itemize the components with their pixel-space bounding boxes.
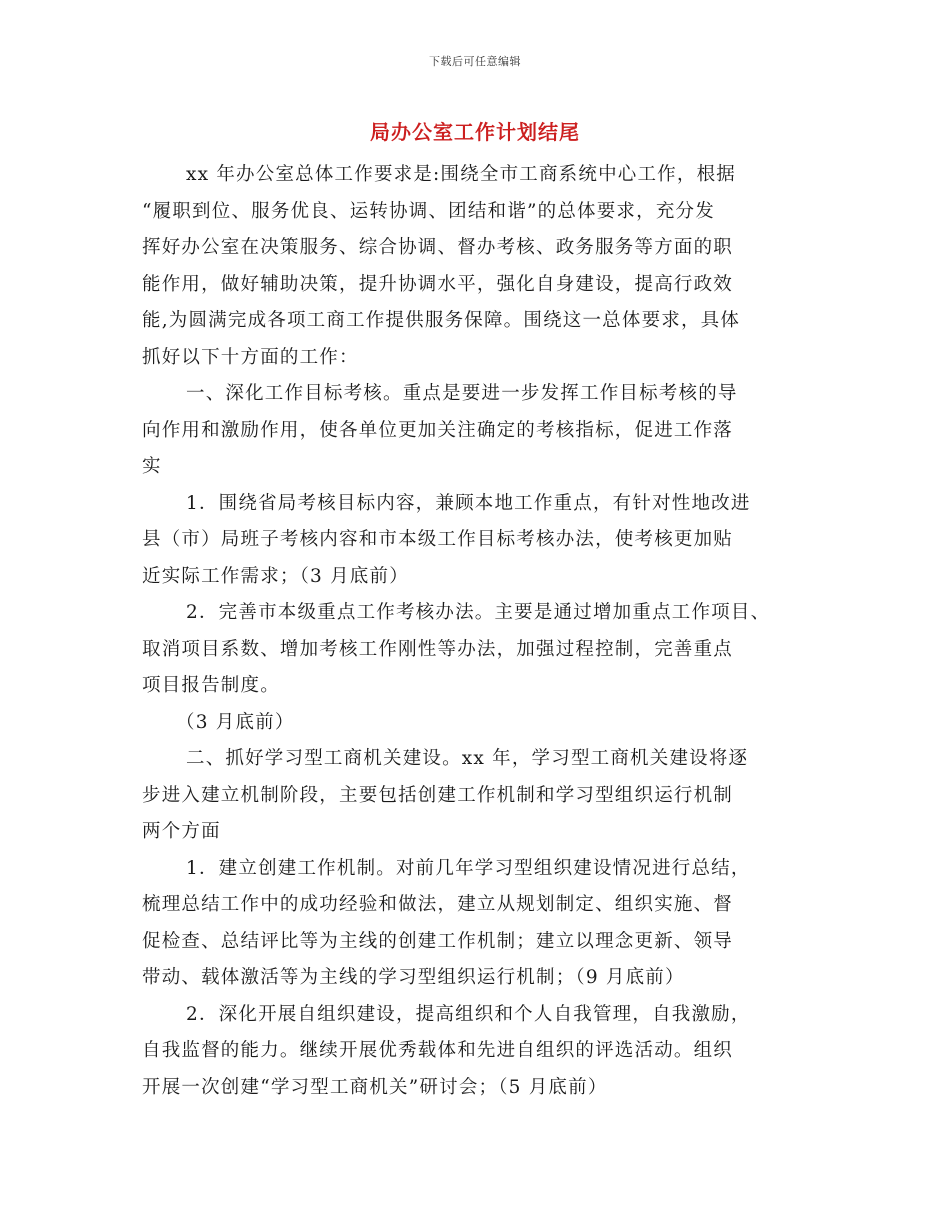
body-line: xx 年办公室总体工作要求是:围绕全市工商系统中心工作，根据 [186,164,736,185]
page-header: 下载后可任意编辑 [429,55,521,68]
body-line: 一、深化工作目标考核。重点是要进一步发挥工作目标考核的导 [186,383,738,404]
document-body [142,157,832,1106]
body-line: 促检查、总结评比等为主线的创建工作机制；建立以理念更新、领导 [142,930,734,952]
body-line: 1．围绕省局考核目标内容，兼顾本地工作重点，有针对性地改进 [186,492,751,514]
body-line: 挥好办公室在决策服务、综合协调、督办考核、政务服务等方面的职 [142,237,734,258]
body-line: 自我监督的能力。继续开展优秀载体和先进自组织的评选活动。组织 [142,1040,734,1061]
body-line: 县（市）局班子考核内容和市本级工作目标考核办法，使考核更加贴 [142,529,734,550]
body-line: 能,为圆满完成各项工商工作提供服务保障。围绕这一总体要求，具体 [142,310,741,331]
body-line: “履职到位、服务优良、运转协调、团结和谐”的总体要求，充分发 [142,200,715,222]
body-line: 取消项目系数、增加考核工作刚性等办法，加强过程控制，完善重点 [142,638,734,660]
document-title: 局办公室工作计划结尾 [370,120,580,144]
body-line: 实 [142,456,162,477]
body-line: 开展一次创建“学习型工商机关”研讨会；（5 月底前） [142,1076,608,1098]
body-line: 抓好以下十方面的工作： [142,346,359,368]
body-line: 两个方面 [142,821,221,842]
body-line: 2．完善市本级重点工作考核办法。主要是通过增加重点工作项目、 [186,602,771,623]
body-line: 近实际工作需求；（3 月底前） [142,565,409,587]
body-line: 二、抓好学习型工商机关建设。xx 年，学习型工商机关建设将逐 [186,748,749,769]
body-line: （3 月底前） [176,711,295,733]
body-line: 步进入建立机制阶段，主要包括创建工作机制和学习型组织运行机制 [142,784,734,806]
body-line: 能作用，做好辅助决策，提升协调水平，强化自身建设，提高行政效 [142,273,734,295]
body-line: 向作用和激励作用，使各单位更加关注确定的考核指标，促进工作落 [142,419,734,441]
body-line: 带动、载体激活等为主线的学习型组织运行机制；（9 月底前） [142,967,685,988]
body-line: 项目报告制度。 [142,675,280,696]
body-line: 梳理总结工作中的成功经验和做法，建立从规划制定、组织实施、督 [142,894,734,915]
body-line: 1．建立创建工作机制。对前几年学习型组织建设情况进行总结， [186,857,751,879]
body-line: 2．深化开展自组织建设，提高组织和个人自我管理，自我激励， [186,1003,751,1025]
